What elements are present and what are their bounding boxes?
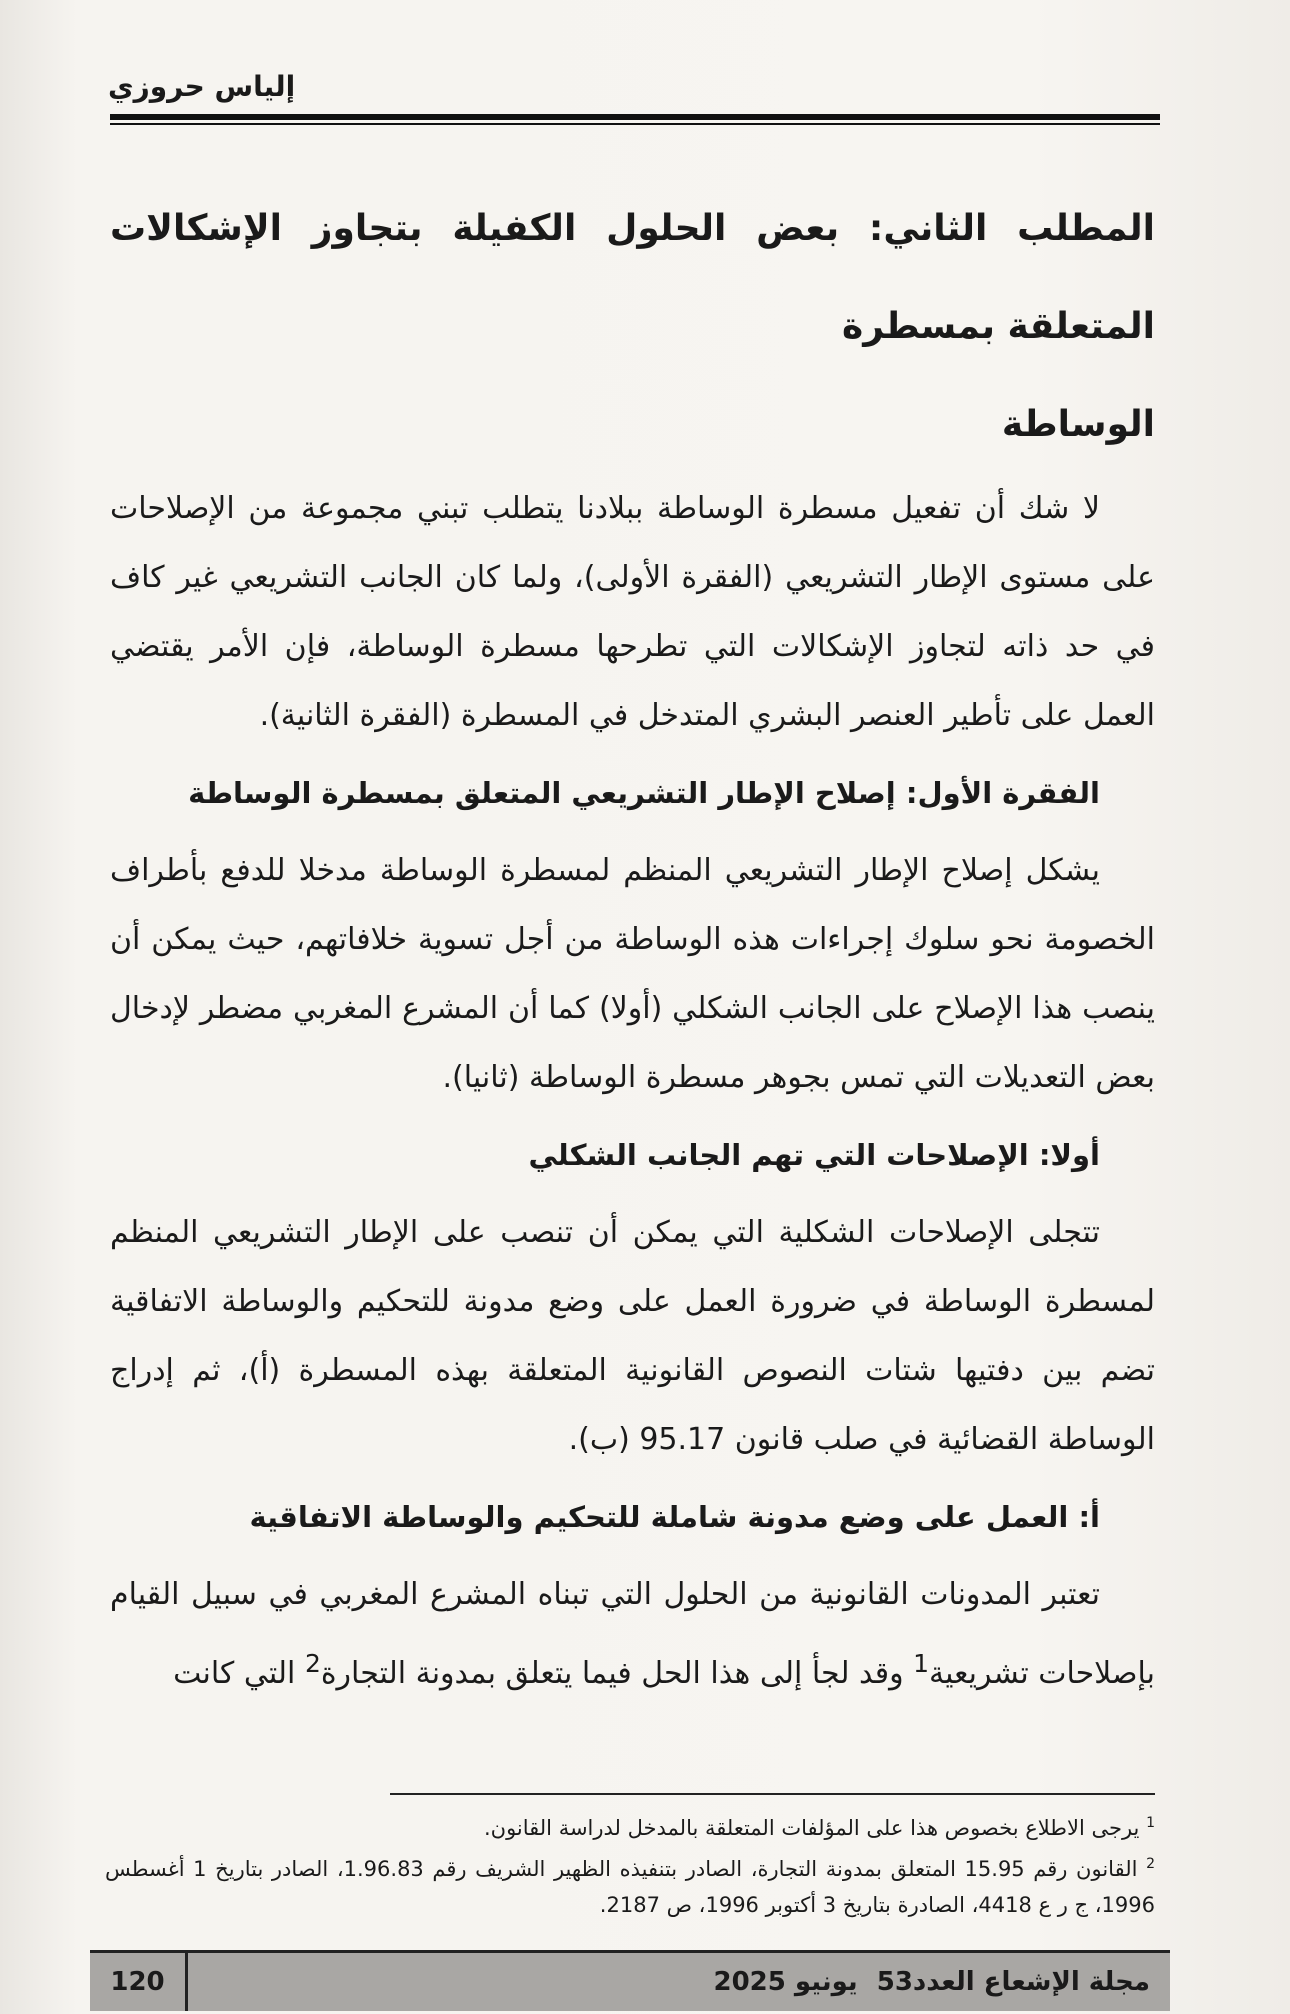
paragraph-formal-reforms: تتجلى الإصلاحات الشكلية التي يمكن أن تنصب على الإطار التشريعي المنظم لمسطرة الوساطة في ضرورة العمل على وضع مدونة للتحكيم والوساطة الاتفاقية تضم بين دفتيها شتات النصوص القانونية المتعلقة بهذه المسطرة (أ)، ثم إدراج الوساطة القضائية في صلب قانون 95.17 (ب). bbox=[110, 1215, 1155, 1457]
footnotes bbox=[105, 1805, 1155, 1923]
paragraph-reform: يشكل إصلاح الإطار التشريعي المنظم لمسطرة الوساطة مدخلا للدفع بأطراف الخصومة نحو سلوك إجراءات هذه الوساطة من أجل تسوية خلافاتهم، حيث يمكن أن ينصب هذا الإصلاح على الجانب الشكلي (أولا) كما أن المشرع المغربي مضطر لإدخال بعض التعديلات التي تمس بجوهر مسطرة الوساطة (ثانيا). bbox=[110, 853, 1155, 1095]
footnote-ref-2[interactable]: 2 bbox=[304, 1649, 321, 1678]
footnote-number-1: 1 bbox=[1146, 1815, 1155, 1831]
footnote-text-2: القانون رقم 15.95 المتعلق بمدونة التجارة، الصادر بتنفيذه الظهير الشريف رقم 1.96.83، الصادر بتاريخ 1 أغسطس 1996، ج ر ع 4418، الصادرة بتاريخ 3 أكتوبر 1996، ص 2187. bbox=[105, 1857, 1155, 1917]
footer-date: يونيو 2025 bbox=[713, 1967, 858, 1997]
section-title-line1: المطلب الثاني: بعض الحلول الكفيلة بتجاوز الإشكالات المتعلقة بمسطرة bbox=[110, 208, 1155, 347]
paragraph-legal-codes bbox=[110, 1560, 1155, 1708]
paragraph-legal-codes-part3: التي كانت bbox=[173, 1656, 305, 1691]
footnote-text-1: يرجى الاطلاع بخصوص هذا على المؤلفات المتعلقة بالمدخل لدراسة القانون. bbox=[483, 1816, 1140, 1840]
main-content bbox=[110, 180, 1155, 1718]
intro-paragraph: لا شك أن تفعيل مسطرة الوساطة ببلادنا يتطلب تبني مجموعة من الإصلاحات على مستوى الإطار التشريعي (الفقرة الأولى)، ولما كان الجانب التشريعي غير كاف في حد ذاته لتجاوز الإشكالات التي تطرحها مسطرة الوساطة، فإن الأمر يقتضي العمل على تأطير العنصر البشري المتدخل في المسطرة (الفقرة الثانية). bbox=[110, 491, 1155, 733]
footnote-1 bbox=[105, 1805, 1155, 1846]
footnote-number-2: 2 bbox=[1146, 1856, 1155, 1872]
footnote-rule bbox=[390, 1793, 1155, 1795]
subhead-code-drafting: أ: العمل على وضع مدونة شاملة للتحكيم والوساطة الاتفاقية bbox=[249, 1500, 1100, 1534]
footnote-2 bbox=[105, 1846, 1155, 1923]
section-title bbox=[110, 180, 1155, 474]
paragraph-legal-codes-part2: وقد لجأ إلى هذا الحل فيما يتعلق بمدونة التجارة bbox=[320, 1656, 914, 1691]
header-rule bbox=[110, 114, 1160, 125]
footnote-ref-1[interactable]: 1 bbox=[913, 1649, 930, 1678]
footer-bar bbox=[90, 1950, 1170, 2011]
paragraph-legal-codes-part1: تعتبر المدونات القانونية من الحلول التي تبناه المشرع المغربي في سبيل القيام بإصلاحات تشريعية bbox=[110, 1577, 1155, 1691]
running-head-author: إلياس حروزي bbox=[108, 70, 296, 103]
subhead-formal-reforms: أولا: الإصلاحات التي تهم الجانب الشكلي bbox=[528, 1138, 1100, 1172]
page-number: 120 bbox=[90, 1953, 188, 2011]
subhead-paragraph-one: الفقرة الأول: إصلاح الإطار التشريعي المتعلق بمسطرة الوساطة bbox=[188, 776, 1100, 810]
footer-journal-info bbox=[188, 1967, 1170, 1997]
section-title-line2: الوساطة bbox=[1001, 404, 1155, 445]
footer-journal: مجلة الإشعاع العدد53 bbox=[876, 1967, 1150, 1997]
